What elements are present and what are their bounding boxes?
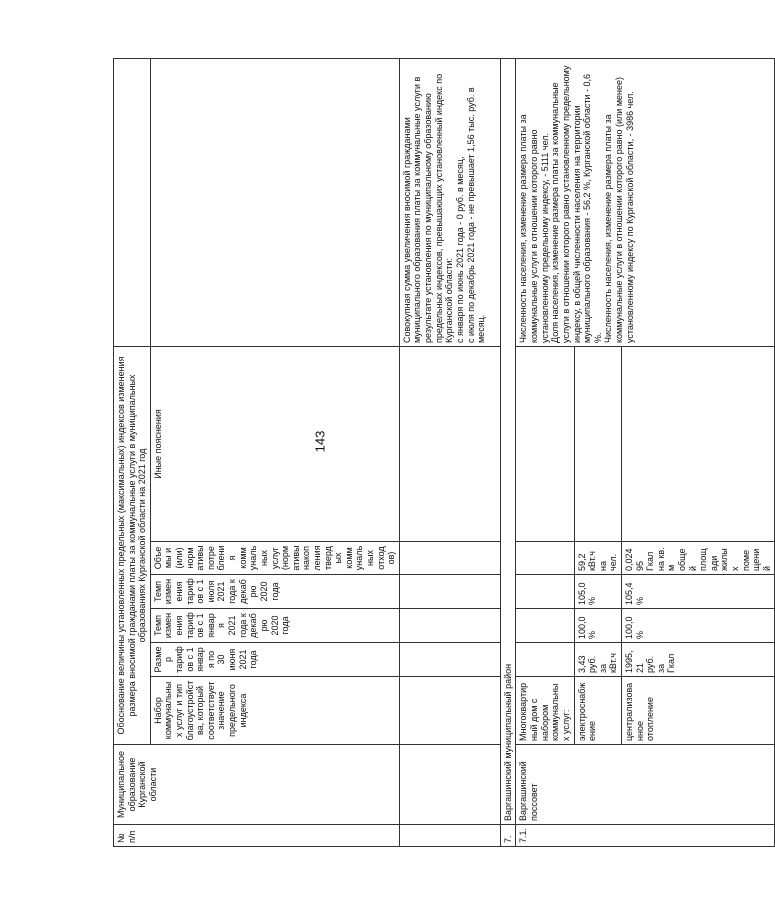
cell-empty [516,542,574,575]
col-header-municipality: Муниципальное образование Курганской области [114,745,400,825]
spacer-cell [150,59,399,347]
cell-empty [516,609,574,643]
cell-empty [399,825,500,847]
col-header-service-set: Набор коммунальных услуг и тип благоустройства, который соответствует значение предельного индекса [150,677,399,745]
cell-empty [399,575,500,609]
col-header-rate-jul: Темп изменения тарифов с 1 июля 2021 года к декабрю 2020 года [150,575,399,609]
table-title: Обоснование величины установленных предельных (максимальных) индексов изменения размера вносимой гражданами платы за коммунальные услуги в муниципальных образованиях Курганской области на 2021 год [114,347,151,745]
tariff-index-table [113,58,775,847]
service-rate-jul: 105,4 % [621,575,775,609]
col-header-notes: Иные пояснения [150,347,399,542]
row-municipality: Варгашинский поссовет [516,745,775,825]
cell-empty [516,643,574,677]
page-number: 143 [312,430,328,453]
row-notes: Численность населения, изменение размера платы за коммунальные услуги в отношении которого равно установленному предельному индексу, - 5111 чел. Доля населения, изменение размера платы за коммунальные услуги в отношении которого равно установленному предельному индексу, в общей численности населения на территории муниципального образования - 56,2 %, Курганской области - 0,6 %. Численность населения, изменение размера платы за коммунальные услуги в отношении которого равно (или менее) установленному индексу по Курганской области, - 3986 чел. [516,59,775,347]
header-row-title [114,59,151,847]
service-set-header: Многоквартирный дом с набором коммунальных услуг: [516,677,574,745]
cell-empty [621,347,775,542]
service-volume: 0,02495 Гкал на кв. м общей площади жилых помещений [621,542,775,575]
table-row-prev [399,59,500,847]
cell-empty [516,575,574,609]
col-header-rate-jan: Темп изменения тарифов с 1 января 2021 года к декабрю 2020 года [150,609,399,643]
cell-empty [399,677,500,745]
service-rate-jul: 105,0 % [574,575,621,609]
section-number: 7. [500,825,516,847]
rotated-table-area [113,59,772,847]
cell-empty [574,347,621,542]
service-tariff: 1995,21 руб. за Гкал [621,643,775,677]
cell-empty [399,542,500,575]
spacer-cell [114,59,151,347]
section-title: Варгашинский муниципальный район [500,59,516,825]
cell-empty [399,643,500,677]
cell-empty [399,347,500,542]
section-row [500,59,516,847]
col-header-tariff: Размер тарифов с 1 января по 30 июня 2021 года [150,643,399,677]
cell-empty [516,347,574,542]
service-name: централизованное отопление [621,677,775,745]
cell-empty [399,745,500,825]
row-number: 7.1. [516,825,775,847]
service-tariff: 3,43 руб. за кВт.ч [574,643,621,677]
service-rate-jan: 100,0 % [621,609,775,643]
cell-empty [399,609,500,643]
service-name: электроснабжение [574,677,621,745]
service-rate-jan: 100,0 % [574,609,621,643]
service-volume: 59,2 кВт.ч на чел. [574,542,621,575]
header-row-columns [150,59,399,847]
col-header-num: № п/п [114,825,400,847]
prev-row-note: Совокупная сумма увеличения вносимой гражданами муниципального образования платы за коммунальные услуги в результате установления по муниципальному образованию предельных индексов, превышающих установленный индекс по Курганской области: с января по июнь 2021 года - 0 руб. в месяц, с июля по декабрь 2021 года - не превышает 1,56 тыс. руб. в месяц. [399,59,500,347]
col-header-volumes: Объемы и (или) нормативы потребления коммунальных услуг (нормативы накопления твердых коммунальных отходов) [150,542,399,575]
table-row-service-set [516,59,574,847]
